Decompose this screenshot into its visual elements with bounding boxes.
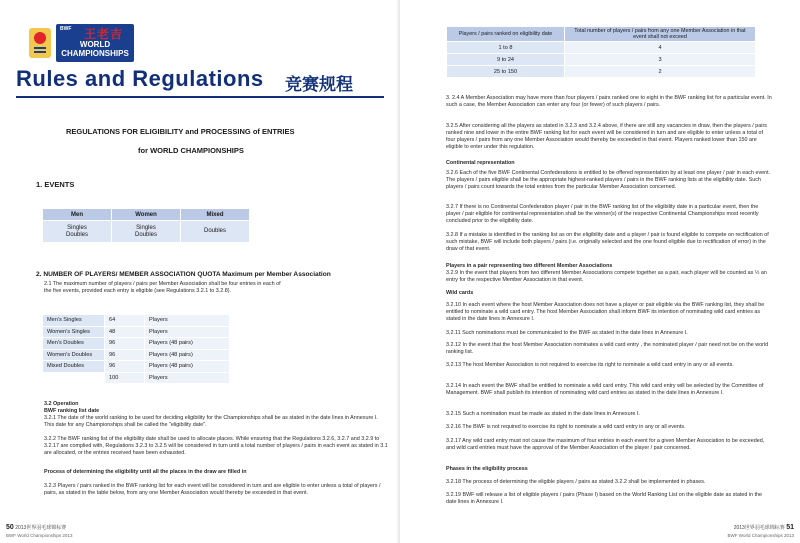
events-cell-mixed: Doubles [181, 221, 250, 243]
paragraph-3-2-15: 3.2.15 Such a nomination must be made as stated in the date lines in Annexure I. [446, 411, 640, 417]
table-row: 9 to 24 3 [447, 54, 756, 66]
paragraph-3-2-12: 3.2.12 In the event that the host Member Association nominates a wild card entry , the nominated player / pair need not be on the world ranking list. [446, 342, 769, 355]
logo-line1: WORLD [79, 40, 111, 49]
continental-heading: Continental representation [446, 160, 515, 166]
logo-bwf-text: BWF [60, 26, 72, 32]
quota-table [42, 314, 230, 384]
table-row: Women's Doubles 96 Players (48 pairs) [43, 349, 230, 361]
championship-logo [26, 22, 134, 64]
footer-left [6, 524, 66, 531]
process-heading: Process of determining the eligibility until all the places in the draw are filled in [44, 469, 247, 475]
regulations-heading: REGULATIONS FOR ELIGIBILITY and PROCESSING of ENTRIES [66, 127, 295, 136]
table-row: 1 to 8 4 [447, 42, 756, 54]
events-cell-men: Singles Doubles [43, 221, 112, 243]
paragraph-3-2-1: 3.2.1 The date of the world ranking to be used for deciding eligibility for the Championships shall be as stated in the date lines in Annexure I. This date for any Championships shall be called the "eligibility date". [44, 415, 378, 428]
table-row: Mixed Doubles 96 Players (48 pairs) [43, 361, 230, 373]
logo-line2: CHAMPIONSHIPS [61, 49, 129, 58]
footer-right-text: 2013世界羽毛球锦标赛 [733, 525, 785, 531]
events-header-mixed: Mixed [181, 209, 250, 221]
rank-table-header-range: Players / pairs ranked on eligibility date [447, 27, 565, 42]
regulations-subheading: for WORLD CHAMPIONSHIPS [138, 146, 244, 155]
paragraph-3-2-9: 3.2.9 In the event that players from two different Member Associations compete together as a pair, each player will be counted as ½ an entry for the respective Member Association in that event. [446, 270, 767, 283]
rank-table-header-max: Total number of players / pairs from any one Member Association in that event shall not exceed [565, 27, 756, 42]
table-row: Men's Singles 64 Players [43, 315, 230, 327]
paragraph-3-2-8: 3.2.8 If a mistake is identified in the ranking list as on the eligibility date and a player / pair is found eligible to compete on rectification of such mistake, BWF will include both players / pairs (i.e. originally selected and the one found eligible due to rectification of error) in the draw of that event. [446, 232, 769, 252]
paragraph-3-2-2: 3.2.2 The BWF ranking list of the eligibility date shall be used to allocate places. While ensuring that the Regulations 3.2.6, 3.2.7 and 3.2.9 to 3.2.17 are complied with, Regulations 3.2.3 to 3.2.5 will be considered in turn until a total number of players / pairs in each event as stated in 3.1 are allocated, or the entries received have been exhausted. [44, 436, 388, 456]
paragraph-3-2-19: 3.2.19 BWF will release a list of eligible players / pairs (Phase I) based on the World Ranking List on the eligible date as stated in the date lines in Annexure I. [446, 492, 763, 505]
page-number-left: 50 [6, 524, 14, 531]
quota-heading: 2. NUMBER OF PLAYERS/ MEMBER ASSOCIATION QUOTA Maximum per Member Association [36, 271, 331, 278]
table-row: Women's Singles 48 Players [43, 326, 230, 338]
logo-sponsor-text: 王老吉 [84, 27, 124, 41]
paragraph-3-2-11: 3.2.11 Such nominations must be communicated to the BWF as stated in the date lines in Annexure I. [446, 330, 688, 336]
footer-right-subtitle: BWF World Championships 2013 [727, 533, 794, 538]
page-title-chinese: 竞赛规程 [285, 75, 353, 95]
table-row: 25 to 150 2 [447, 66, 756, 78]
paragraph-3-2-5: 3.2.5 After considering all the players as stated in 3.2.3 and 3.2.4 above, if there are still any vacancies in draw, then the players / pairs ranked nine and lower in the entire BWF ranking list for each event will be considered in turn and are eligible to enter unless a total of four players / pairs from any one Member Association would thereby be exceeded in that event. Players ranked lower than 150 are eligible to enter under this regulation. [446, 123, 767, 150]
title-divider [16, 96, 384, 98]
page-number-right: 51 [786, 524, 794, 531]
wild-cards-heading: Wild cards [446, 290, 474, 296]
pair-heading: Players in a pair representing two different Member Associations [446, 263, 613, 269]
page-title: Rules and Regulations [16, 66, 264, 91]
paragraph-3-2-3: 3.2.3 Players / pairs ranked in the BWF ranking list for each event will be considered in turn and are eligible to enter unless a total of players / pairs, as stated in the table below, from any one Member Association would thereby be exceeded in that event. [44, 483, 381, 496]
footer-left-text: 2013世界羽毛球锦标赛 [15, 525, 67, 531]
footer-left-subtitle: BWF World Championships 2013 [6, 533, 73, 538]
operation-heading: 3.2 Operation [44, 401, 79, 407]
ranking-quota-table [446, 26, 756, 78]
paragraph-3-2-18: 3.2.18 The process of determining the eligible players / pairs as stated 3.2.2 shall be implemented in phases. [446, 479, 706, 485]
paragraph-3-2-6: 3.2.6 Each of the five BWF Continental Confederations is entitled to be offered representation by at least one player / pair in each event. The players / pairs eligible shall be the appropriate highest-ranked players / pairs in the BWF ranking lists at the eligibility date. Such players / pairs count towards the total entries from the particular Member Association concerned. [446, 170, 771, 190]
footer-right [700, 524, 794, 531]
paragraph-3-2-13: 3.2.13 The host Member Association is not required to exercise its right to nominate a wild card entry in any or all events. [446, 362, 734, 368]
events-header-men: Men [43, 209, 112, 221]
paragraph-3-2-4: 3. 2.4 A Member Association may have more than four players / pairs ranked one to eight in the BWF ranking list for a particular event. In such a case, the Member Association can enter any four (or fewer) of such players / pairs. [446, 95, 772, 108]
table-row: Men's Doubles 96 Players (48 pairs) [43, 338, 230, 350]
paragraph-3-2-17: 3.2.17 Any wild card entry must not cause the maximum of four entries in each event for a given Member Association to be exceeded, and wild card entries must have the approval of the Member Association of the player / pair concerned. [446, 438, 765, 451]
events-table [42, 208, 250, 243]
events-header-women: Women [112, 209, 181, 221]
paragraph-3-2-10: 3.2.10 In each event where the host Member Association does not have a player or pair eligible via the BWF ranking list, they shall be entitled to nominate a wild card entry. The host Member Association shall inform BWF its intention of nominating wild card entries as stated in the date lines in Annexure I. [446, 302, 765, 322]
phases-heading: Phases in the eligibility process [446, 466, 528, 472]
quota-desc-line2: the five events, provided each entry is eligible (see Regulations 3.2.1 to 3.2.8). [44, 288, 231, 294]
paragraph-3-2-14: 3.2.14 In each event the BWF shall be entitled to nominate a wild card entry. This wild card entry will be selected by the Committee of Management. BWF shall publish its intention of nominating wild card entries as stated in the date lines in Annexure I. [446, 383, 764, 396]
quota-desc-line1: 2.1 The maximum number of players / pairs per Member Association shall be four entries in each of [44, 281, 281, 287]
logo-emblem-icon [26, 26, 54, 60]
table-row-total: 100 Players [43, 372, 230, 384]
paragraph-3-2-16: 3.2.16 The BWF is not required to exercise its right to nominate a wild card entry in any or all events. [446, 424, 686, 430]
paragraph-3-2-7: 3.2.7 If there is no Continental Confederation player / pair in the BWF ranking list of the eligibility date in a particular event, then the player / pair eligible for continental representation shall be the winner(s) of the respective Continental Championships most recently concluded prior to the eligibility date. [446, 204, 759, 224]
ranking-date-heading: BWF ranking list date [44, 408, 100, 414]
events-heading: 1. EVENTS [36, 180, 75, 189]
events-cell-women: Singles Doubles [112, 221, 181, 243]
